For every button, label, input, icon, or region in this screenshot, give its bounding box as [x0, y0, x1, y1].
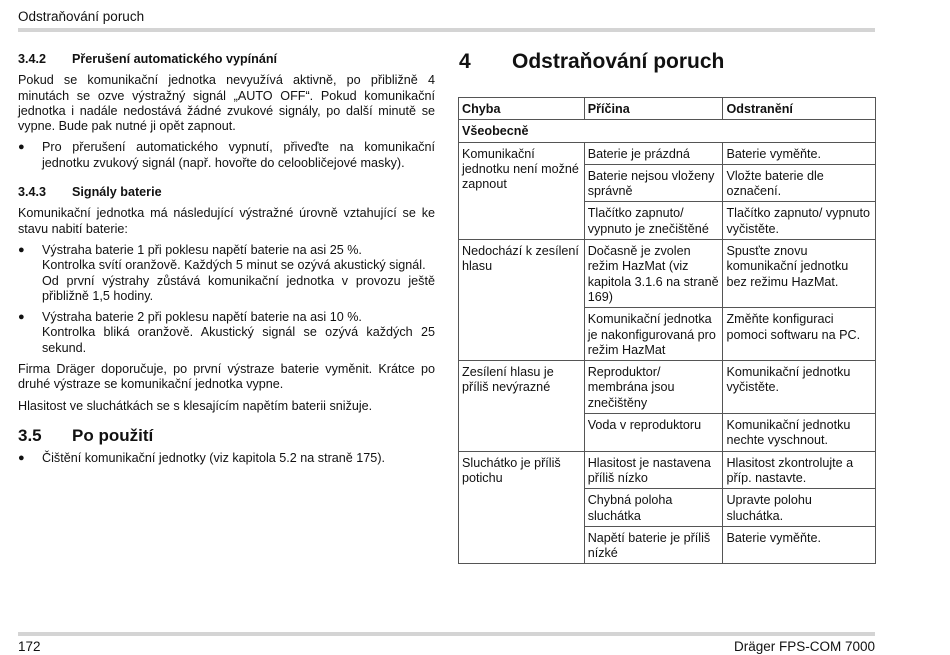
- list-item-text: Pro přerušení automatického vypnutí, přiveďte na komunikační jednotku zvukový signál (např. hovořte do celoobličejové masky).: [42, 140, 435, 170]
- running-header: Odstraňování poruch: [18, 9, 145, 24]
- bullet-icon: ●: [18, 311, 25, 324]
- product-name: Dräger FPS-COM 7000: [733, 639, 875, 654]
- fix-cell: Tlačítko zapnuto/ vypnuto vyčistěte.: [723, 202, 876, 240]
- section-3-4-2-heading: [18, 52, 435, 67]
- list-item: [18, 140, 435, 171]
- chapter-title: Odstraňování poruch: [512, 50, 725, 73]
- cause-cell: Reproduktor/ membrána jsou znečištěny: [584, 361, 723, 414]
- cause-cell: Hlasitost je nastavena příliš nízko: [584, 451, 723, 489]
- fix-cell: Vložte baterie dle označení.: [723, 164, 876, 202]
- table-row: [459, 142, 876, 164]
- fix-cell: Upravte polohu sluchátka.: [723, 489, 876, 527]
- chapter-heading: [459, 50, 724, 74]
- bullet-icon: ●: [18, 452, 25, 465]
- bullet-icon: ●: [18, 243, 25, 256]
- cause-cell: Baterie nejsou vloženy správně: [584, 164, 723, 202]
- chapter-number: 4: [459, 50, 471, 73]
- section-label: Všeobecně: [459, 120, 876, 142]
- section-number: 3.4.2: [18, 52, 47, 66]
- header-rule: [18, 28, 875, 32]
- fix-cell: Baterie vyměňte.: [723, 526, 876, 564]
- cause-cell: Voda v reproduktoru: [584, 414, 723, 452]
- section-number: 3.4.3: [18, 185, 47, 200]
- list-line: Výstraha baterie 2 při poklesu napětí baterie na asi 10 %.: [42, 310, 362, 325]
- cause-cell: Komunikační jednotka je nakonfigurovaná pro režim HazMat: [584, 308, 723, 361]
- list-item-text: Čištění komunikační jednotky (viz kapitola 5.2 na straně 175).: [42, 451, 386, 466]
- bullet-icon: ●: [18, 141, 25, 154]
- table-row: [459, 451, 876, 489]
- table-row: [459, 240, 876, 308]
- page-number: 172: [18, 639, 41, 654]
- column-header: Odstranění: [723, 98, 876, 120]
- list-item: [18, 451, 435, 466]
- table-section-row: [459, 120, 876, 142]
- cause-cell: Dočasně je zvolen režim HazMat (viz kapitola 3.1.6 na straně 169): [584, 240, 723, 308]
- fix-cell: Změňte konfiguraci pomoci softwaru na PC.: [723, 308, 876, 361]
- table-header-row: [459, 98, 876, 120]
- left-column: [18, 52, 435, 473]
- cause-cell: Baterie je prázdná: [584, 142, 723, 164]
- list-line: Od první výstrahy zůstává komunikační jednotka v provozu ještě přibližně 1,5 hodiny.: [42, 273, 435, 303]
- fault-cell: Komunikační jednotku není možné zapnout: [459, 142, 585, 239]
- list-line: Kontrolka bliká oranžově. Akustický signál se ozývá každých 25 sekund.: [42, 325, 435, 355]
- paragraph: Pokud se komunikační jednotka nevyužívá aktivně, po přibližně 4 minutách se ozve výstražný signál „AUTO OFF“. Pokud komunikační jednotka i nadále nedostává žádné zvukové signály, po další minutě se vypne. Bude pak nutné ji opět zapnout.: [18, 73, 435, 134]
- paragraph: Firma Dräger doporučuje, po první výstraze baterie vyměnit. Krátce po druhé výstraze se komunikační jednotka vypne.: [18, 362, 435, 392]
- section-title: Signály baterie: [72, 185, 162, 200]
- fix-cell: Baterie vyměňte.: [723, 142, 876, 164]
- fix-cell: Hlasitost zkontrolujte a příp. nastavte.: [723, 451, 876, 489]
- list-item-text: [42, 310, 435, 356]
- paragraph: Hlasitost ve sluchátkách se s klesajícím napětím baterii snižuje.: [18, 398, 373, 413]
- fault-cell: Sluchátko je příliš potichu: [459, 451, 585, 564]
- section-title: Přerušení automatického vypínání: [72, 52, 278, 66]
- list-line: Výstraha baterie 1 při poklesu napětí baterie na asi 25 %.: [42, 242, 362, 257]
- troubleshooting-table: [458, 97, 876, 564]
- list-line: Kontrolka svítí oranžově. Každých 5 minut se ozývá akustický signál.: [42, 258, 426, 273]
- fix-cell: Spusťte znovu komunikační jednotku bez režimu HazMat.: [723, 240, 876, 308]
- cause-cell: Tlačítko zapnuto/ vypnuto je znečištěné: [584, 202, 723, 240]
- section-number: 3.5: [18, 425, 42, 445]
- list-item: [18, 243, 435, 304]
- list-item-text: [42, 243, 435, 304]
- paragraph: Komunikační jednotka má následující výstražné úrovně vztahující se ke stavu nabití baterie:: [18, 206, 435, 236]
- column-header: Chyba: [459, 98, 585, 120]
- list-item: [18, 310, 435, 356]
- table-row: [459, 361, 876, 414]
- fix-cell: Komunikační jednotku vyčistěte.: [723, 361, 876, 414]
- fix-cell: Komunikační jednotku nechte vyschnout.: [723, 414, 876, 452]
- fault-cell: Nedochází k zesílení hlasu: [459, 240, 585, 361]
- cause-cell: Chybná poloha sluchátka: [584, 489, 723, 527]
- section-title: Po použití: [72, 425, 154, 445]
- section-3-5-heading: [18, 425, 435, 445]
- cause-cell: Napětí baterie je příliš nízké: [584, 526, 723, 564]
- section-3-4-3-heading: [18, 185, 435, 200]
- column-header: Příčina: [584, 98, 723, 120]
- footer-rule: [18, 632, 875, 636]
- fault-cell: Zesílení hlasu je příliš nevýrazné: [459, 361, 585, 451]
